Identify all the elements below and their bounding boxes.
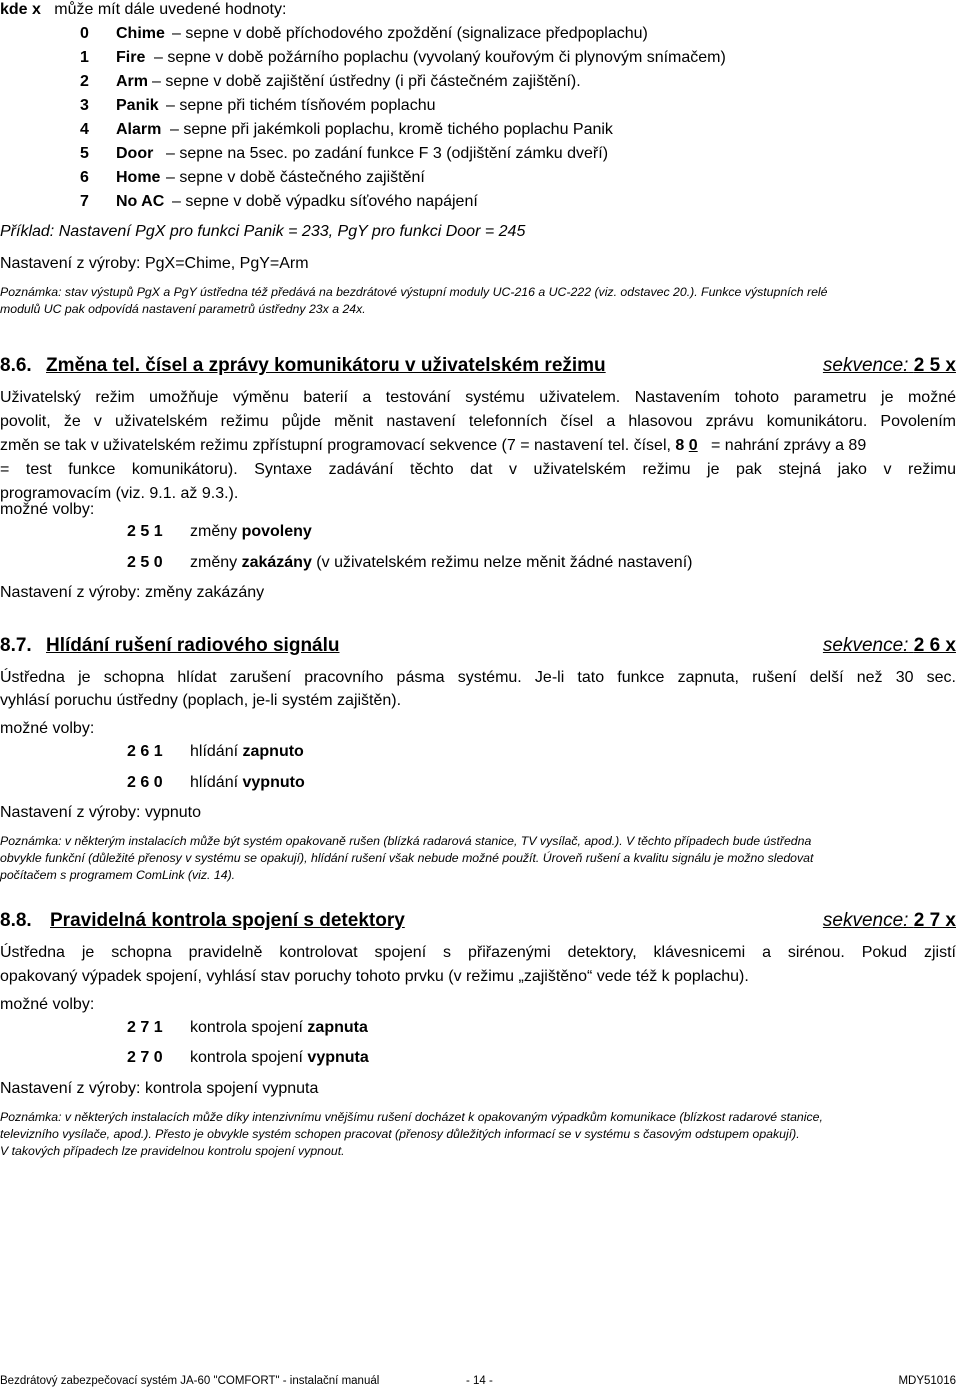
option-row: 2 5 0 změny zakázány (v uživatelském režimu nelze měnit žádné nastavení): [127, 554, 693, 571]
document-code: MDY51016: [898, 1375, 956, 1387]
paragraph-line: povolit, že v uživatelském režimu půjde měnit nastavení telefonních čísel a hlasovou zprávu komunikátoru. Povolením: [0, 413, 956, 430]
values-intro: [0, 0, 286, 19]
section-title: Hlídání rušení radiového signálu: [46, 635, 340, 656]
list-item: 5 Door – sepne na 5sec. po zadání funkce F 3 (odjištění zámku dveří): [80, 145, 609, 162]
option-row: 2 5 1 změny povoleny: [127, 523, 312, 540]
default-setting: Nastavení z výroby: změny zakázány: [0, 584, 265, 601]
note-line: Poznámka: stav výstupů PgX a PgY ústředna též předává na bezdrátové výstupní moduly UC-216 a UC-222 (viz. odstavec 20.). Funkce výstupních relé: [0, 285, 828, 299]
paragraph-line: vyhlásí poruchu ústředny (poplach, je-li systém zajištěn).: [0, 692, 402, 709]
option-row: 2 7 0 kontrola spojení vypnuta: [127, 1049, 369, 1066]
list-item: 1 Fire – sepne v době požárního poplachu (vyvolaný kouřovým či plynovým snímačem): [80, 49, 726, 66]
note-line: obvykle funkční (důležité přenosy v systému se opakují), hlídání rušení však nebude možné použít. Úroveň rušení a kvalitu signálu je možno sledovat: [0, 851, 814, 865]
section-number: 8.6.: [0, 355, 32, 376]
option-row: 2 7 1 kontrola spojení zapnuta: [127, 1019, 368, 1036]
note-line: počítačem s programem ComLink (viz. 14).: [0, 868, 236, 882]
sequence-code: sekvence: 2 7 x: [822, 910, 956, 931]
list-item: 2 Arm – sepne v době zajištění ústředny (i při částečném zajištění).: [80, 73, 581, 90]
list-item: 4 Alarm – sepne při jakémkoli poplachu, kromě tichého poplachu Panik: [80, 121, 613, 138]
footer-title: Bezdrátový zabezpečovací systém JA-60 "COMFORT" - instalační manuál: [0, 1375, 380, 1387]
section-number: 8.7.: [0, 635, 32, 656]
section-title: Pravidelná kontrola spojení s detektory: [50, 910, 405, 931]
list-item: 6 Home – sepne v době částečného zajištění: [80, 169, 425, 186]
list-item: 0 Chime – sepne v době příchodového zpoždění (signalizace předpoplachu): [80, 25, 648, 42]
sequence-code: sekvence: 2 5 x: [822, 355, 956, 376]
section-title: Změna tel. čísel a zprávy komunikátoru v uživatelském režimu: [46, 355, 606, 376]
paragraph-line: Ústředna je schopna pravidelně kontrolovat spojení s přiřazenými detektory, klávesnicemi a sirénou. Pokud zjistí: [0, 944, 956, 961]
default-setting: Nastavení z výroby: kontrola spojení vypnuta: [0, 1080, 319, 1097]
note-line: V takových případech lze pravidelnou kontrolu spojení vypnout.: [0, 1144, 345, 1158]
paragraph-line: = test funkce komunikátoru). Syntaxe zadávání těchto dat v uživatelském režimu je pak stejná jako v režimu: [0, 461, 956, 478]
options-label: možné volby:: [0, 501, 95, 518]
note-line: modulů UC pak odpovídá nastavení parametrů ústředny 23x a 24x.: [0, 302, 366, 316]
paragraph-line: Uživatelský režim umožňuje výměnu baterií a testování systému uživatelem. Nastavením tohoto parametru je možné: [0, 389, 956, 406]
sequence-code: sekvence: 2 6 x: [822, 635, 956, 656]
intro-label: kde x: [0, 1, 41, 18]
note-line: Poznámka: v některým instalacích může být systém opakovaně rušen (blízká radarová stanice, TV vysílač, apod.). V těchto případech bude ústředna: [0, 834, 812, 848]
options-label: možné volby:: [0, 996, 95, 1013]
example-text: Příklad: Nastavení PgX pro funkci Panik = 233, PgY pro funkci Door = 245: [0, 223, 526, 240]
paragraph-line: Ústředna je schopna hlídat zarušení pracovního pásma systému. Je-li tato funkce zapnuta, rušení delší než 30 sec.: [0, 669, 956, 686]
list-item: 7 No AC – sepne v době výpadku síťového napájení: [80, 193, 478, 210]
note-line: Poznámka: v některých instalacích může díky intenzivnímu vnějšímu rušení docházet k opakovaným výpadkům komunikace (blízkost radarové stanice,: [0, 1110, 823, 1124]
note-line: televizního vysílače, apod.). Přesto je obvykle systém schopen pracovat (přenosy důležitých informací se v systému s časovým odstupem opakují).: [0, 1127, 800, 1141]
intro-text: může mít dále uvedené hodnoty:: [54, 1, 287, 18]
page-number: - 14 -: [466, 1375, 493, 1387]
option-row: 2 6 0 hlídání vypnuto: [127, 774, 305, 791]
default-setting: Nastavení z výroby: PgX=Chime, PgY=Arm: [0, 255, 309, 272]
paragraph-line: opakovaný výpadek spojení, vyhlásí stav poruchy tohoto prvku (v režimu „zajištěno“ vede též k poplachu).: [0, 968, 749, 985]
options-label: možné volby:: [0, 720, 95, 737]
paragraph-line: změn se tak v uživatelském režimu zpřístupní programovací sekvence (7 = nastavení tel. čísel, 8 0 = nahrání zprávy a 89: [0, 437, 867, 454]
paragraph-line: programovacím (viz. 9.1. až 9.3.).: [0, 485, 239, 502]
section-number: 8.8.: [0, 910, 32, 931]
default-setting: Nastavení z výroby: vypnuto: [0, 804, 201, 821]
list-item: 3 Panik – sepne při tichém tísňovém poplachu: [80, 97, 436, 114]
option-row: 2 6 1 hlídání zapnuto: [127, 743, 304, 760]
